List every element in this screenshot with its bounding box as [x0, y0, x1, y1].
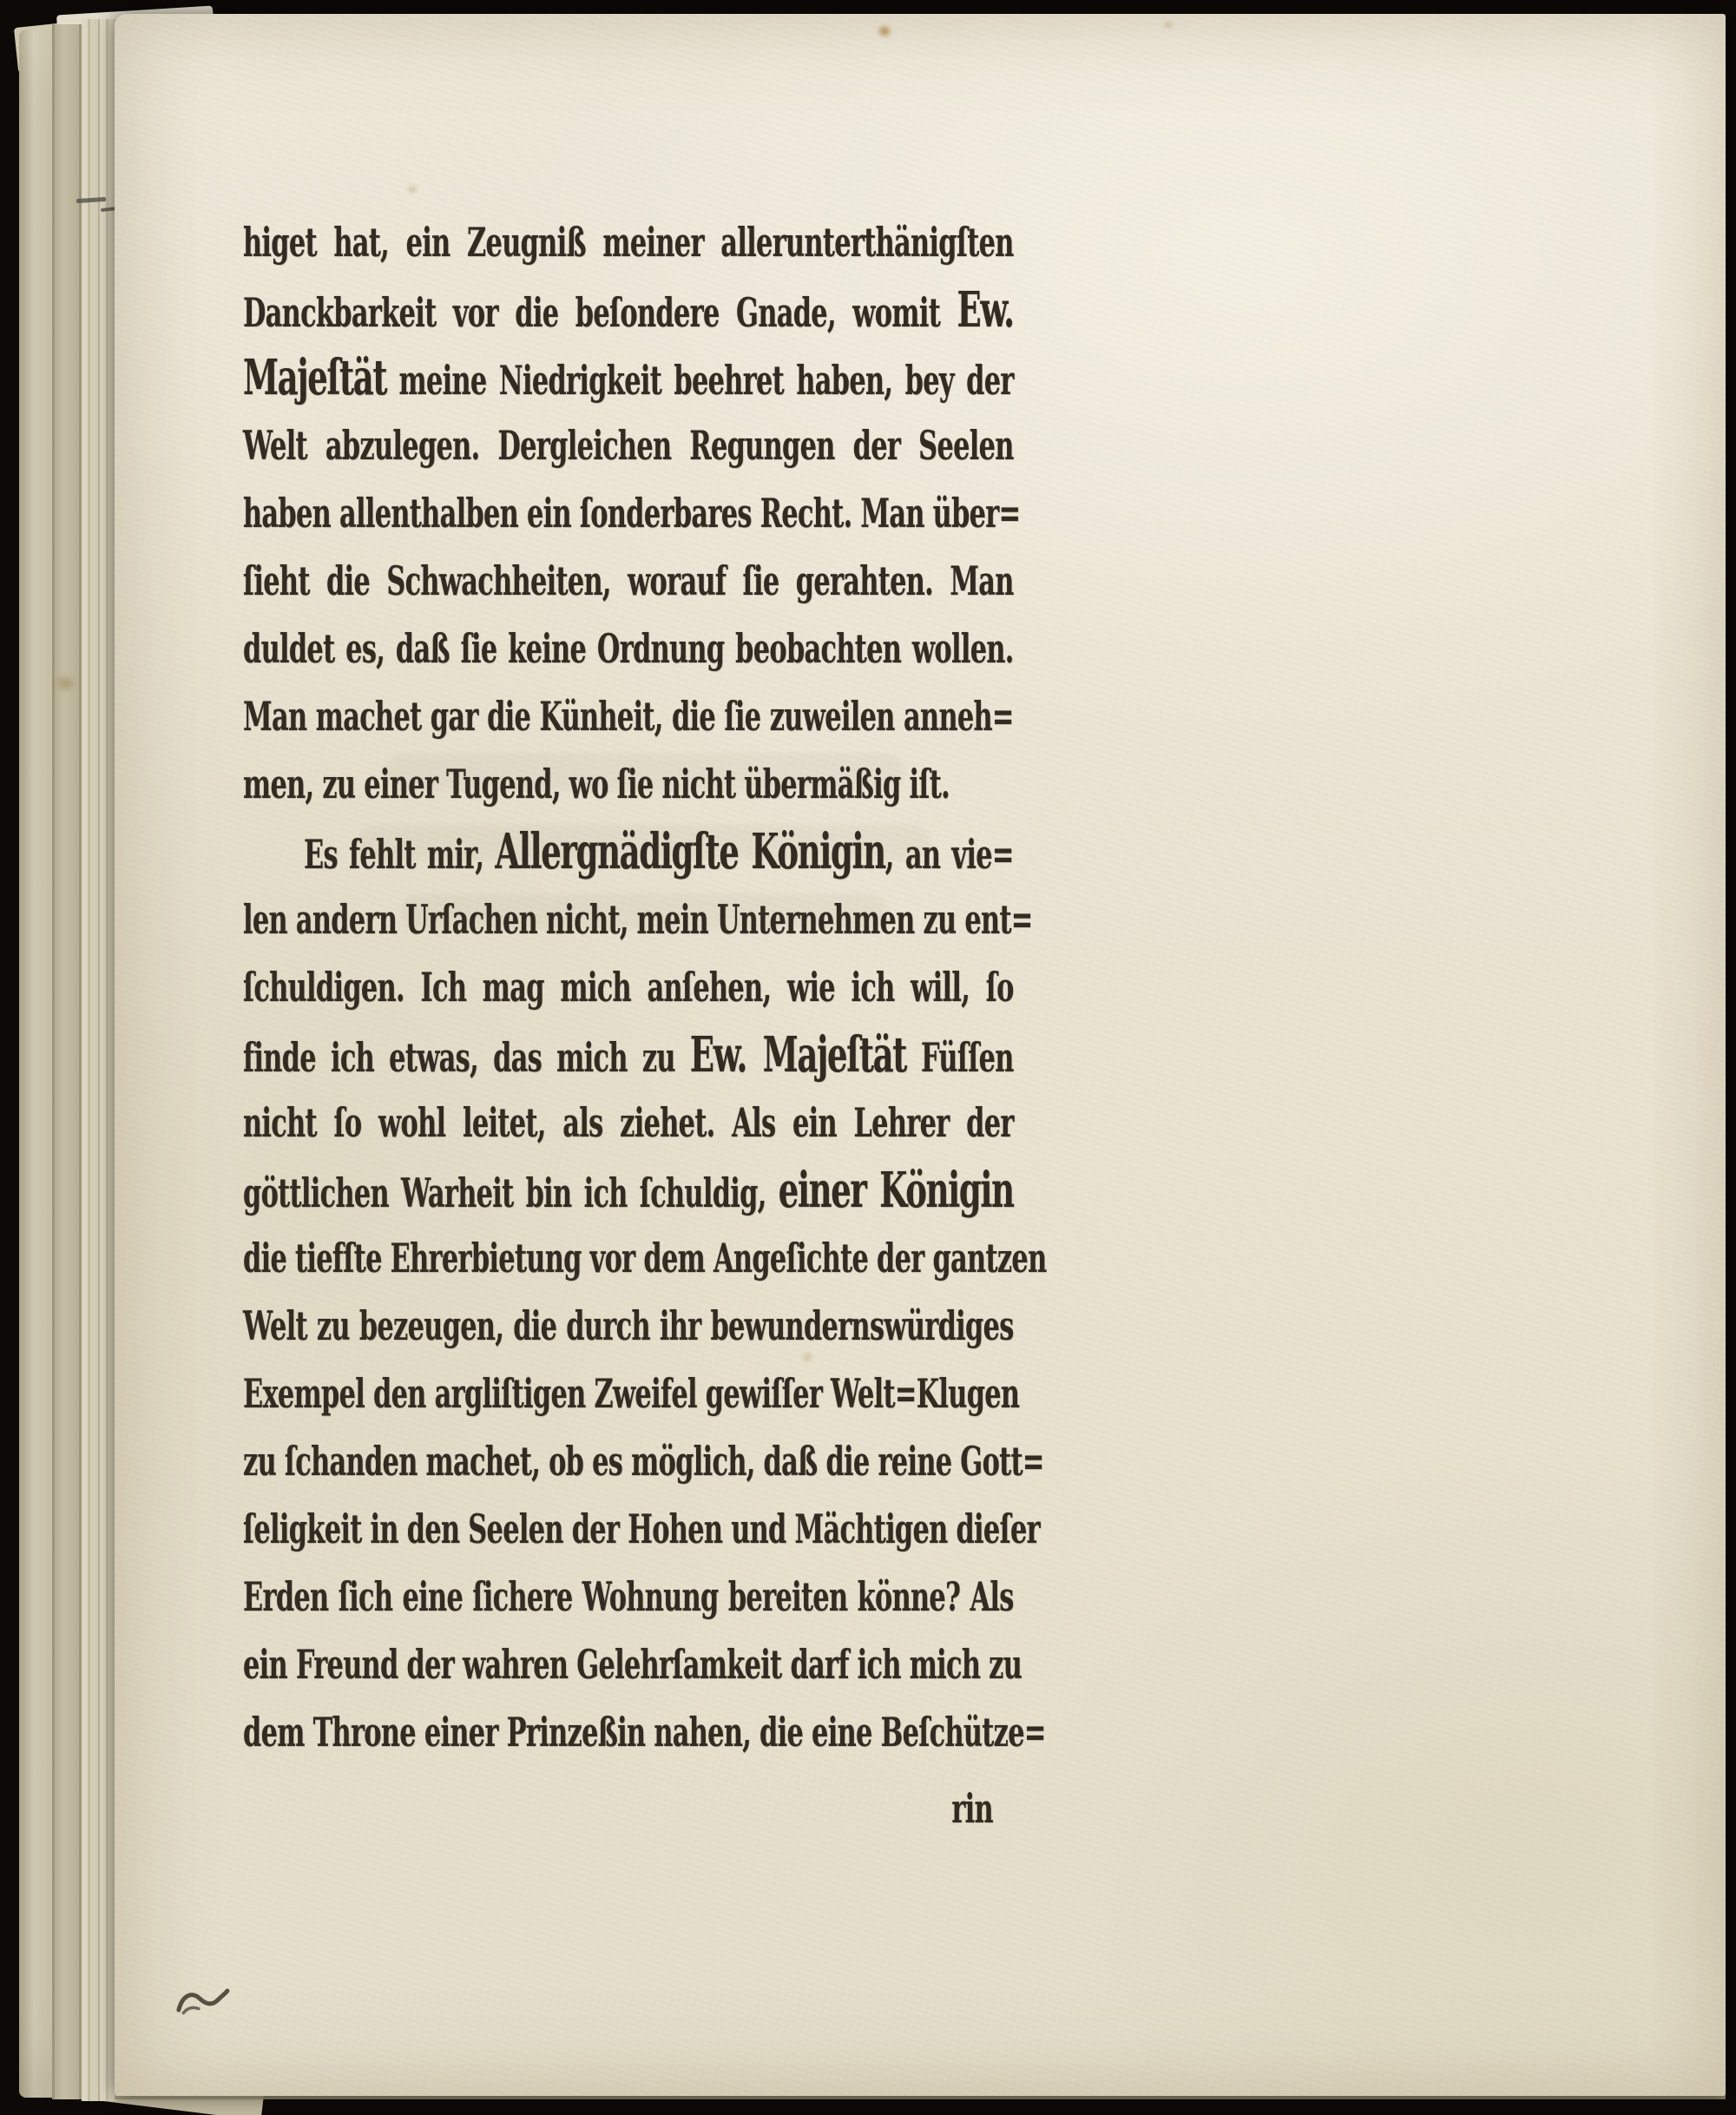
text-segment: duldet es, daß ſie keine Ordnung beobachten wollen. [243, 625, 1014, 672]
ink-mark [174, 1984, 232, 2019]
text-segment: göttlichen Warheit bin ich ſchuldig, [243, 1170, 779, 1216]
text-line [243, 1292, 1014, 1360]
text-segment: zu ſchanden machet, ob es möglich, daß die reine Gott= [243, 1438, 1044, 1485]
text-line [243, 547, 1014, 615]
text-segment: Füſſen [905, 1034, 1014, 1081]
text-line [243, 615, 1014, 682]
emphasized-text: Ew. Majeſtät [689, 1026, 906, 1084]
text-segment: Welt abzulegen. Dergleichen Regungen der Seelen [243, 422, 1014, 469]
text-line [243, 1156, 1014, 1224]
emphasized-text: einer Königin [778, 1162, 1014, 1219]
text-segment: Exempel den argliſtigen Zweifel gewiſſer Welt=Klugen [243, 1370, 1020, 1417]
text-segment: ſchuldigen. Ich mag mich anſehen, wie ich will, ſo [243, 964, 1014, 1011]
catchword: rin [951, 1785, 993, 1832]
text-segment: Welt zu bezeugen, die durch ihr bewundernswürdiges [243, 1302, 1014, 1349]
text-segment: Man machet gar die Künheit, die ſie zuweilen anneh= [243, 693, 1014, 740]
dedication-text-block [243, 208, 1047, 1842]
text-line [243, 1089, 1014, 1156]
foxing-spot [877, 24, 892, 38]
text-line [243, 1698, 1046, 1766]
text-segment: len andern Urſachen nicht, mein Unternehmen zu ent= [243, 896, 1033, 943]
emphasized-text: Ew. [957, 281, 1014, 339]
text-line [243, 344, 1014, 412]
text-line [243, 1495, 1040, 1563]
text-segment: nicht ſo wohl leitet, als ziehet. Als ein Lehrer der [243, 1099, 1014, 1146]
text-segment: finde ich etwas, das mich zu [243, 1034, 690, 1081]
text-segment: men, zu einer Tugend, wo ſie nicht übermäßig iſt. [243, 761, 950, 807]
emphasized-text: Majeſtät [243, 349, 387, 406]
text-segment: ſieht die Schwachheiten, worauf ſie gerahten. Man [243, 557, 1014, 604]
text-segment: , an vie= [884, 831, 1014, 878]
text-segment: meine Niedrigkeit beehret haben, bey der [386, 357, 1014, 404]
text-line [243, 1360, 1020, 1427]
binding-edge-strip [52, 24, 82, 2099]
text-segment: ein Freund der wahren Gelehrſamkeit darf ich mich zu [243, 1641, 1023, 1688]
text-segment: Erden ſich eine ſichere Wohnung bereiten könne? Als [243, 1573, 1014, 1620]
stain-on-cover [54, 674, 76, 693]
text-line [243, 276, 1014, 344]
text-line [243, 818, 1014, 886]
text-segment: haben allenthalben ein ſonderbares Recht. Man über= [243, 490, 1021, 537]
text-line [243, 1563, 1014, 1631]
vellum-cover-edge [19, 30, 52, 2098]
emphasized-text: Allergnädigſte Königin [495, 823, 885, 880]
book-page [115, 14, 1726, 2096]
page-stack-edges [82, 19, 116, 2101]
text-line [243, 412, 1014, 479]
text-segment: higet hat, ein Zeugniß meiner allerunterthänigſten [243, 219, 1014, 266]
text-segment: Danckbarkeit vor die beſondere Gnade, womit [243, 289, 957, 336]
text-line [243, 1224, 1047, 1292]
text-line [243, 1021, 1014, 1089]
text-line [243, 208, 1014, 276]
text-line [243, 1631, 1023, 1698]
text-segment: ſeligkeit in den Seelen der Hohen und Mächtigen dieſer [243, 1506, 1040, 1552]
text-line [243, 953, 1014, 1021]
text-segment: Es fehlt mir, [303, 831, 496, 878]
text-line [243, 1427, 1044, 1495]
text-line [243, 479, 1021, 547]
text-line [243, 750, 1014, 818]
text-line [243, 886, 1033, 953]
foxing-spot [1163, 21, 1174, 30]
catchword-row [243, 1775, 1014, 1842]
text-segment: dem Throne einer Prinzeßin nahen, die eine Beſchütze= [243, 1709, 1046, 1756]
text-segment: die tiefſte Ehrerbietung vor dem Angeſichte der gantzen [243, 1235, 1047, 1282]
foxing-spot [406, 184, 418, 194]
text-line [243, 682, 1014, 750]
